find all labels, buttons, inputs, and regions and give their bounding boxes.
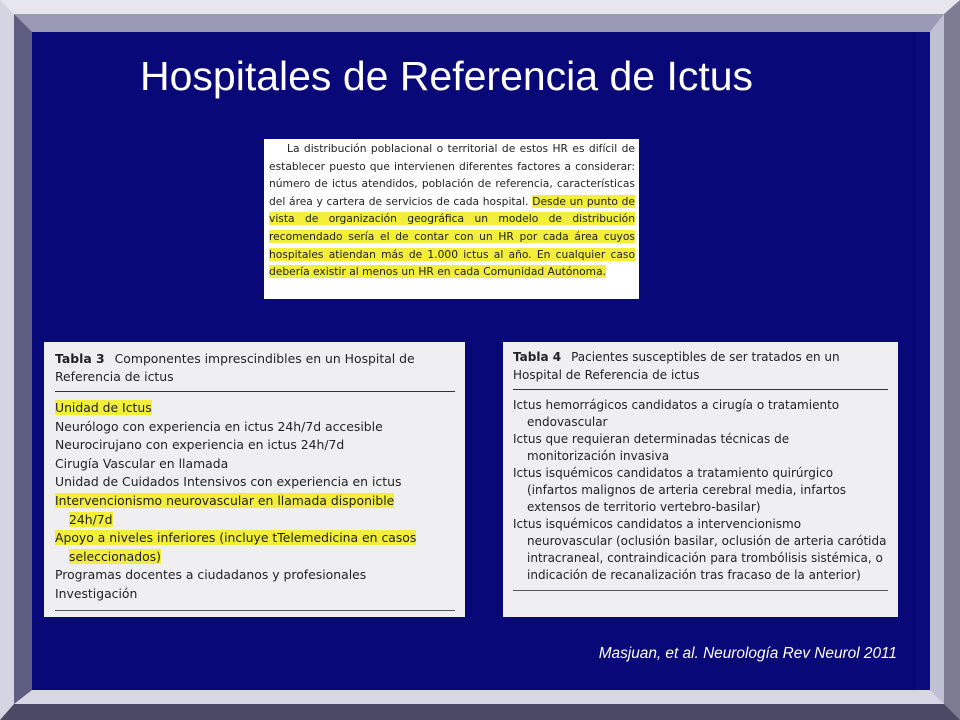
table-3	[44, 342, 465, 617]
table-3-row-text: Apoyo a niveles inferiores (incluye tTelemedicina en casos	[55, 530, 417, 546]
table-3-caption-text: Componentes imprescindibles en un Hospital de Referencia de ictus	[55, 351, 415, 384]
table-3-row-text: 24h/7d	[69, 511, 113, 527]
table-3-row	[55, 492, 455, 511]
table-3-row: Cirugía Vascular en llamada	[55, 455, 229, 471]
table-3-bottom-rule	[55, 610, 455, 611]
table-3-row: Investigación	[55, 585, 138, 601]
table-4-number: Tabla 4	[513, 350, 562, 364]
table-4-caption	[513, 348, 888, 390]
table-3-number: Tabla 3	[55, 351, 105, 366]
excerpt-plain-text: La distribución poblacional o territorial de estos HR es difícil de establecer puesto que intervienen diferentes factores a considerar: número de ictus atendidos, población de referencia, características del área y cartera de servicios de cada hospital.	[269, 142, 635, 208]
table-4-item-main: Ictus isquémicos candidatos a tratamiento quirúrgico	[513, 466, 834, 480]
table-3-row	[55, 529, 455, 548]
slide-title: Hospitales de Referencia de Ictus	[140, 53, 754, 99]
table-4-item-cont: neurovascular (oclusión basilar, oclusión de arteria carótida intracraneal, contraindicación para trombólisis sistémica, o indicación de recanalización tras fracaso de la anterior)	[527, 534, 887, 582]
table-3-row-text: Unidad de Ictus	[55, 400, 152, 415]
table-4-caption-text: Pacientes susceptibles de ser tratados en un Hospital de Referencia de ictus	[513, 350, 840, 382]
table-3-row	[55, 399, 455, 418]
table-4-item-cont: monitorización invasiva	[527, 449, 670, 463]
table-4-item-main: Ictus isquémicos candidatos a intervencionismo	[513, 517, 802, 531]
table-4-item	[513, 465, 888, 516]
table-3-caption	[55, 350, 455, 392]
table-3-row-text: Intervencionismo neurovascular en llamada disponible	[55, 492, 395, 508]
table-3-row: Neurocirujano con experiencia en ictus 24h/7d	[55, 437, 345, 453]
excerpt-highlighted-text: Desde un punto de vista de organización geográfica un modelo de distribución recomendado sería el de contar con un HR por cada área cuyos hospitales atiendan más de 1.000 ictus al año. En cualquier caso debería existir al menos un HR en cada Comunidad Autónoma.	[269, 194, 635, 279]
table-4-item-main: Ictus hemorrágicos candidatos a cirugía o tratamiento	[513, 398, 840, 412]
table-4-bottom-rule	[513, 590, 888, 591]
table-4-item	[513, 431, 888, 465]
table-3-row	[55, 548, 455, 567]
table-4-item-main: Ictus que requieran determinadas técnicas de	[513, 432, 790, 446]
table-3-row: Unidad de Cuidados Intensivos con experiencia en ictus	[55, 474, 402, 490]
table-4	[503, 342, 898, 617]
table-4-item-cont: (infartos malignos de arteria cerebral media, infartos extensos de territorio vertebro-basilar)	[527, 483, 847, 514]
table-3-row: Programas docentes a ciudadanos y profesionales	[55, 567, 367, 583]
excerpt-paragraph	[269, 140, 635, 281]
citation-credit: Masjuan, et al. Neurología Rev Neurol 2011	[598, 645, 897, 662]
table-3-row	[55, 511, 455, 530]
table-3-row: Neurólogo con experiencia en ictus 24h/7d accesible	[55, 418, 383, 434]
table-4-item	[513, 516, 888, 584]
excerpt-clipping	[264, 139, 639, 299]
table-3-row-text: seleccionados)	[69, 548, 161, 564]
table-4-item	[513, 397, 888, 431]
table-4-item-cont: endovascular	[527, 415, 608, 429]
